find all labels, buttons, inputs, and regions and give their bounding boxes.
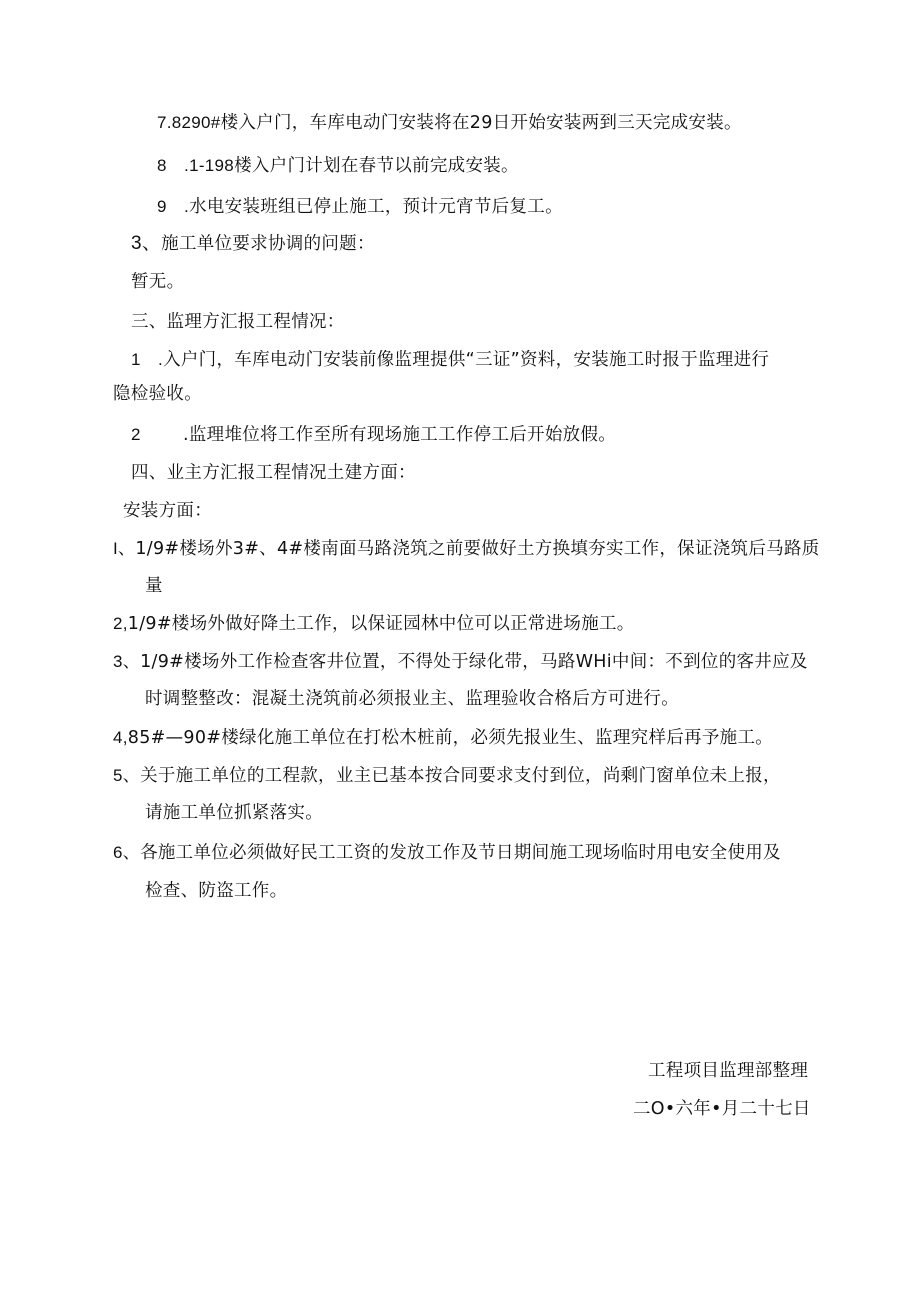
owner-heading: 四、业主方汇报工程情况土建方面： (131, 463, 416, 483)
owner-item-6-number: 6、 (113, 843, 141, 862)
signature-date: 二O•六年•月二十七日 (633, 1099, 811, 1119)
owner-item-1-text: 1/9#楼场外3#、4#楼南面马路浇筑之前要做好土方换填夯实工作，保证浇筑后马路质 (135, 539, 820, 559)
owner-subheading: 安装方面： (123, 501, 212, 521)
owner-item-3-line-2: 时调整整改：混凝土浇筑前必须报业主、监理验收合格后方可进行。 (145, 689, 679, 709)
owner-item-2-number: 2, (113, 614, 128, 633)
section-3-number: 3、 (131, 233, 162, 254)
owner-item-6-line-2: 检查、防盗工作。 (145, 881, 288, 901)
section-3-title: 施工单位要求协调的问题： (161, 234, 375, 254)
supervision-item-2-text: .监理堆位将工作至所有现场施工工作停工后开始放假。 (183, 425, 617, 445)
owner-item-3-number: 3、 (113, 652, 141, 671)
item-7-text: 楼入户门，车库电动门安装将在29日开始安装两到三天完成安装。 (220, 113, 742, 133)
section-3-heading (131, 232, 375, 256)
owner-item-5-text: 关于施工单位的工程款，业主已基本按合同要求支付到位，尚剩门窗单位未上报， (140, 766, 781, 786)
supervision-item-2-number: 2 (131, 425, 141, 444)
section-3-body: 暂无。 (131, 272, 185, 292)
supervision-item-1-line-2: 隐检验收。 (113, 384, 202, 404)
item-9-number: 9 . (157, 197, 190, 216)
owner-item-6-text: 各施工单位必须做好民工工资的发放工作及节日期间施工现场临时用电安全使用及 (140, 843, 781, 863)
owner-item-2-text: 1/9#楼场外做好降土工作，以保证园林中位可以正常进场施工。 (127, 614, 635, 634)
owner-item-1-line-2: 量 (145, 576, 163, 596)
item-8-text: 楼入户门计划在春节以前完成安装。 (234, 156, 519, 176)
owner-item-3-line-1 (113, 650, 808, 674)
item-8-number: 8 .1-198 (157, 156, 235, 175)
owner-item-2 (113, 612, 635, 636)
item-9-text: 水电安装班组已停止施工，预计元宵节后复工。 (189, 197, 563, 217)
owner-item-4 (113, 726, 773, 750)
supervision-item-1-number: 1 . (131, 350, 164, 369)
owner-item-6-line-1 (113, 841, 781, 865)
supervision-item-1-line-1 (131, 348, 769, 372)
supervision-heading: 三、监理方汇报工程情况： (131, 312, 345, 332)
owner-item-4-text: 85#—90#楼绿化施工单位在打松木桩前，必须先报业生、监理究样后再予施工。 (127, 728, 774, 748)
owner-item-1-number: I、 (113, 539, 136, 558)
signature-org: 工程项目监理部整理 (648, 1061, 809, 1081)
supervision-item-1-text: 入户门，车库电动门安装前像监理提供“三证”资料，安装施工时报于监理进行 (163, 350, 770, 370)
item-7-number: 7.8290# (157, 113, 221, 132)
supervision-item-2 (131, 423, 616, 447)
item-7 (157, 111, 742, 135)
owner-item-1-line-1 (113, 537, 820, 561)
owner-item-5-line-2: 请施工单位抓紧落实。 (145, 803, 323, 823)
owner-item-4-number: 4, (113, 728, 128, 747)
owner-item-5-number: 5、 (113, 766, 141, 785)
owner-item-5-line-1 (113, 764, 781, 788)
item-8 (157, 154, 519, 178)
item-9 (157, 195, 563, 219)
owner-item-3-text: 1/9#楼场外工作检查客井位置，不得处于绿化带，马路WHi中间：不到位的客井应及 (140, 652, 808, 672)
